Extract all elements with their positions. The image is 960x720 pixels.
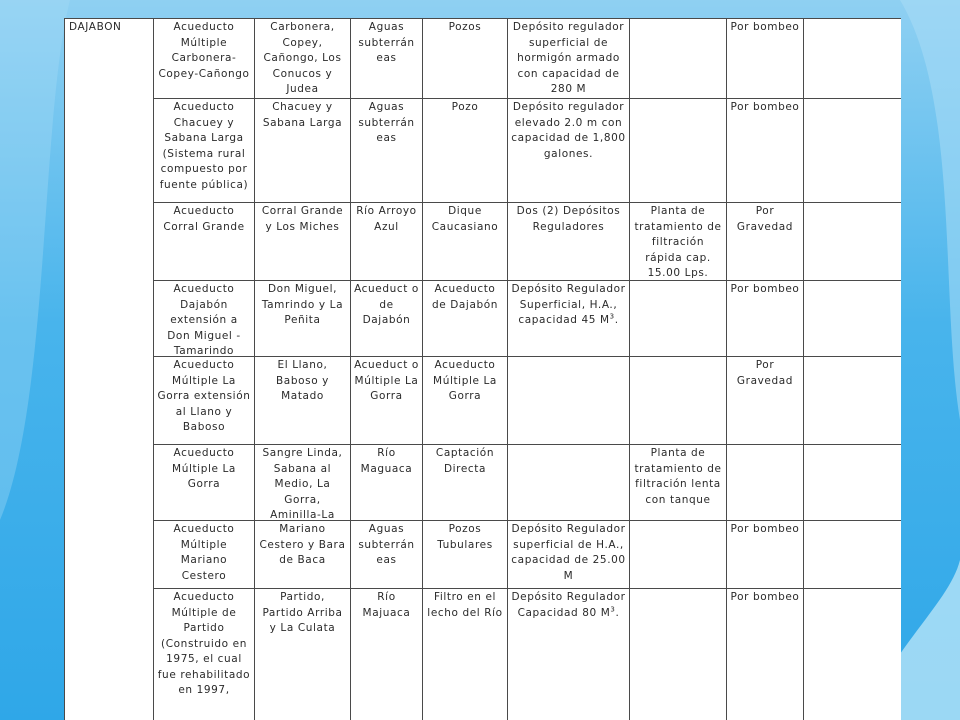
comunidades-text: Mariano Cestero y Bara de Baca [259,523,346,566]
comunidades-cell [255,589,351,720]
fuente-cell [351,521,423,589]
captacion-cell [423,445,508,521]
almacenamiento-cell [508,521,630,589]
fuente-text: Río Arroyo Azul [356,205,417,233]
acueducto-text: Acueducto Corral Grande [163,205,245,233]
captacion-cell [423,203,508,281]
almacenamiento-cell [508,445,630,521]
acueducto-cell [154,19,255,99]
comunidades-cell [255,19,351,99]
acueducto-cell [154,281,255,357]
tratamiento-cell [630,281,727,357]
tratamiento-cell [630,357,727,445]
almacenamiento-text: Depósito regulador elevado 2.0 m con capacidad de 1,800 galones. [511,101,626,160]
comunidades-cell [255,203,351,281]
comunidades-cell [255,281,351,357]
captacion-text: Pozos Tubulares [437,523,493,551]
fuente-cell [351,19,423,99]
captacion-text: Pozos [448,21,482,33]
extra-cell [804,281,902,357]
table-row [65,203,902,281]
distribucion-text: Por bombeo [730,21,800,33]
table-row [65,445,902,521]
almacenamiento-cell [508,99,630,203]
superscript-unit: 3 [610,605,616,613]
almacenamiento-text: Depósito Regulador Capacidad 80 $M^3$. [511,591,626,619]
table-row [65,99,902,203]
fuente-text: Aguas subterrán eas [358,523,415,566]
tratamiento-text: Planta de tratamiento de filtración lenta con tanque [634,447,722,506]
captacion-text: Pozo [451,101,479,113]
extra-cell [804,357,902,445]
captacion-text: Acueducto Múltiple La Gorra [433,359,497,402]
comunidades-text: Chacuey y Sabana Larga [262,101,343,129]
fuente-cell [351,357,423,445]
almacenamiento-cell [508,203,630,281]
fuente-text: Aguas subterrán eas [358,21,415,64]
almacenamiento-cell [508,281,630,357]
distribucion-cell [727,203,804,281]
almacenamiento-text: Depósito Regulador superficial de H.A., capacidad de 25.00 M [511,523,626,582]
distribucion-text: Por bombeo [730,523,800,535]
captacion-text: Acueducto de Dajabón [431,283,499,311]
acueducto-text: Acueducto Múltiple La Gorra [172,447,236,490]
tratamiento-cell [630,203,727,281]
distribucion-cell [727,445,804,521]
distribucion-text: Por bombeo [730,101,800,113]
captacion-cell [423,589,508,720]
almacenamiento-text: Depósito regulador superficial de hormigón armado con capacidad de 280 M [512,21,625,95]
comunidades-cell [255,445,351,521]
distribucion-cell [727,357,804,445]
comunidades-text: Carbonera, Copey, Cañongo, Los Conucos y Judea [263,21,342,95]
table-row [65,281,902,357]
superscript-unit: 3 [609,312,615,321]
distribucion-cell [727,589,804,720]
extra-cell [804,445,902,521]
comunidades-text: Corral Grande y Los Miches [261,205,344,233]
almacenamiento-text: Dos (2) Depósitos Reguladores [516,205,621,233]
fuente-text: Río Maguaca [360,447,413,475]
captacion-text: Captación Directa [435,447,495,475]
comunidades-text: Don Miguel, Tamrindo y La Peñita [261,283,344,326]
distribucion-cell [727,99,804,203]
province-cell [65,19,154,720]
table-row [65,19,902,99]
acueducto-cell [154,357,255,445]
province-label: DAJABON [69,21,122,33]
comunidades-cell [255,357,351,445]
captacion-text: Dique Caucasiano [431,205,499,233]
fuente-text: Río Majuaca [362,591,411,619]
tratamiento-cell [630,521,727,589]
extra-cell [804,521,902,589]
distribucion-cell [727,521,804,589]
captacion-cell [423,19,508,99]
fuente-cell [351,99,423,203]
acueducto-text: Acueducto Dajabón extensión a Don Miguel - Tamarindo [167,283,241,356]
acueducto-text: Acueducto Múltiple Carbonera-Copey-Cañongo [158,21,250,80]
comunidades-text: El Llano, Baboso y Matado [276,359,329,402]
fuente-cell [351,203,423,281]
almacenamiento-cell [508,589,630,720]
captacion-text: Filtro en el lecho del Río [427,591,503,619]
fuente-text: Acueduct o de Dajabón [354,283,419,326]
fuente-cell [351,281,423,357]
tratamiento-text: Planta de tratamiento de filtración rápida cap. 15.00 Lps. [634,205,722,279]
distribucion-text: Por Gravedad [736,205,794,233]
almacenamiento-text: Depósito Regulador Superficial, H.A., capacidad 45 $M^3$. [511,283,626,326]
extra-cell [804,589,902,720]
distribucion-cell [727,281,804,357]
fuente-cell [351,589,423,720]
captacion-cell [423,99,508,203]
distribucion-cell [727,19,804,99]
almacenamiento-cell [508,19,630,99]
distribucion-text: Por bombeo [730,591,800,603]
acueducto-text: Acueducto Múltiple Mariano Cestero [173,523,235,582]
acueducto-cell [154,589,255,720]
fuente-text: Acueduct o Múltiple La Gorra [354,359,419,402]
distribucion-text: Por Gravedad [736,359,794,387]
comunidades-cell [255,521,351,589]
almacenamiento-cell [508,357,630,445]
tratamiento-cell [630,589,727,720]
acueducto-text: Acueducto Chacuey y Sabana Larga (Sistema rural compuesto por fuente pública) [159,101,249,191]
acueducto-text: Acueducto Múltiple de Partido (Construido en 1975, el cual fue rehabilitado en 1997, [157,591,251,696]
acueducto-cell [154,99,255,203]
extra-cell [804,203,902,281]
table-row [65,357,902,445]
tratamiento-cell [630,19,727,99]
acueducto-cell [154,521,255,589]
comunidades-text: Sangre Linda, Sabana al Medio, La Gorra, Aminilla-La [262,447,343,520]
tratamiento-cell [630,445,727,521]
fuente-text: Aguas subterrán eas [358,101,415,144]
acueducto-text: Acueducto Múltiple La Gorra extensión al Llano y Baboso [157,359,251,433]
captacion-cell [423,281,508,357]
captacion-cell [423,357,508,445]
extra-cell [804,19,902,99]
acueducto-cell [154,203,255,281]
data-table [64,18,901,720]
extra-cell [804,99,902,203]
water-supply-table [64,18,901,720]
comunidades-cell [255,99,351,203]
comunidades-text: Partido, Partido Arriba y La Culata [262,591,343,634]
table-row [65,521,902,589]
distribucion-text: Por bombeo [730,283,800,295]
acueducto-cell [154,445,255,521]
captacion-cell [423,521,508,589]
tratamiento-cell [630,99,727,203]
table-row [65,589,902,720]
fuente-cell [351,445,423,521]
